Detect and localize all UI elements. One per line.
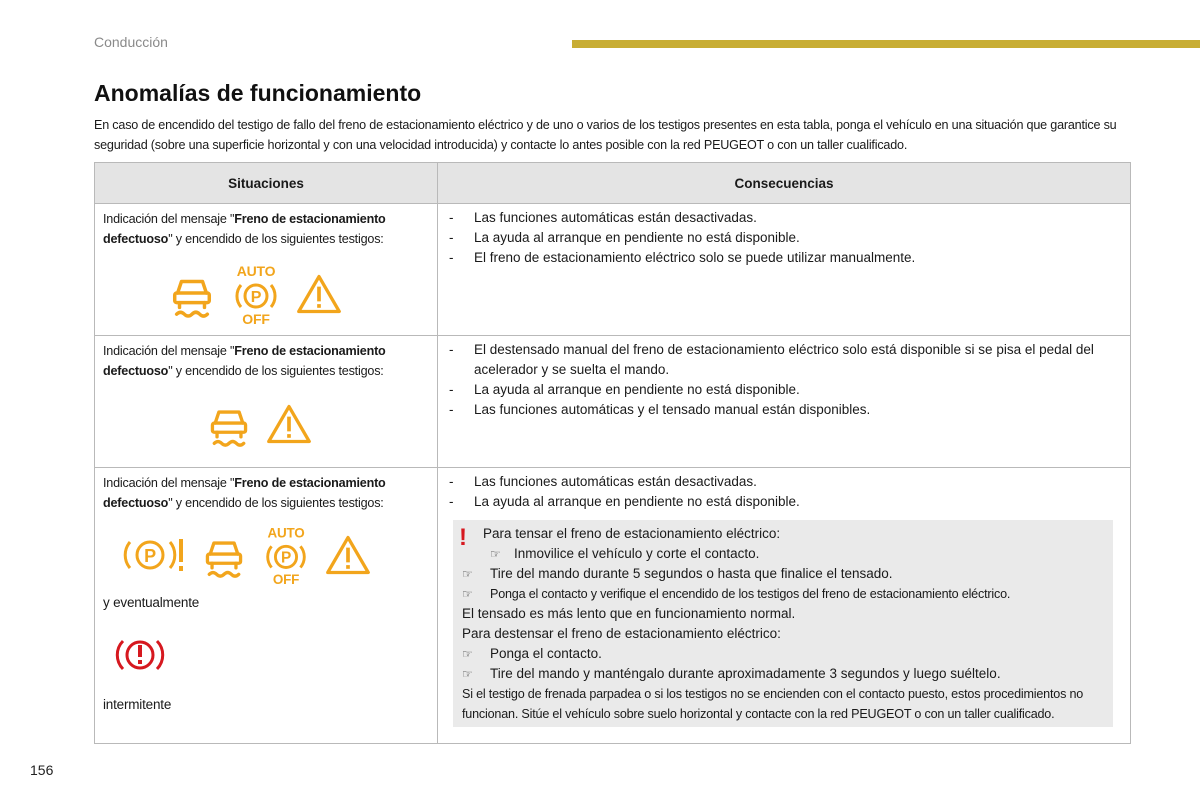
header-consecuencias: Consecuencias (438, 163, 1131, 204)
consequence-cell (438, 204, 1131, 336)
list-item: - Las funciones automáticas están desactivadas. (446, 472, 1124, 492)
table-row (95, 468, 1131, 744)
pointing-hand-icon: ☞ (462, 567, 473, 581)
skid-warning-icon (206, 401, 252, 447)
situation-text: Indicación del mensaje "Freno de estacionamiento defectuoso" y encendido de los siguientes testigos: (103, 476, 386, 510)
consequence-cell (438, 336, 1131, 468)
skid-warning-icon (201, 532, 247, 578)
situation-cell (95, 204, 438, 336)
off-label: OFF (272, 571, 300, 585)
p-label: P (280, 549, 292, 567)
anomalies-table (94, 162, 1131, 744)
consequence-cell (438, 468, 1131, 744)
brake-warning-icon (115, 635, 165, 675)
pointing-hand-icon: ☞ (462, 667, 473, 681)
pointing-hand-icon: ☞ (490, 547, 501, 561)
list-item: - La ayuda al arranque en pendiente no está disponible. (446, 492, 1124, 512)
p-label: P (250, 289, 262, 306)
intro-paragraph: En caso de encendido del testigo de fallo del freno de estacionamiento eléctrico y de uno o varios de los testigos presentes en esta tabla, ponga el vehículo en una situación que garantice su seguridad (sobre una superficie horizontal y con una velocidad introducida) y contacte lo antes posible con la red PEUGEOT o con un taller cualificado. (94, 118, 1117, 152)
situation-cell (95, 336, 438, 468)
list-item: - La ayuda al arranque en pendiente no está disponible. (446, 380, 1124, 400)
off-label: OFF (242, 311, 270, 325)
situation-text: Indicación del mensaje "Freno de estacionamiento defectuoso" y encendido de los siguientes testigos: (103, 212, 386, 246)
list-item: ☞ Ponga el contacto. (462, 644, 1107, 664)
eventually-label: y eventualmente (103, 595, 200, 610)
page-title: Anomalías de funcionamiento (94, 80, 422, 106)
list-item: - Las funciones automáticas y el tensado manual están disponibles. (446, 400, 1124, 420)
procedure-note-box (453, 520, 1113, 727)
pointing-hand-icon: ☞ (462, 587, 473, 601)
warning-triangle-icon (296, 273, 342, 315)
parking-brake-fault-icon (121, 534, 187, 576)
auto-off-parking-icon (230, 263, 282, 325)
release-title: Para destensar el freno de estacionamiento eléctrico: (462, 626, 781, 641)
list-item: ☞ Ponga el contacto y verifique el encendido de los testigos del freno de estacionamiento eléctrico. (462, 584, 1107, 604)
exclamation-icon: ! (459, 524, 467, 551)
table-row (95, 336, 1131, 468)
list-item: - El destensado manual del freno de estacionamiento eléctrico solo está disponible si se pisa el pedal del acelerador y se suelta el mando. (446, 340, 1124, 380)
warning-triangle-icon (266, 403, 312, 445)
list-item: - La ayuda al arranque en pendiente no está disponible. (446, 228, 1124, 248)
list-item: ☞ Tire del mando durante 5 segundos o hasta que finalice el tensado. (462, 564, 1107, 584)
pointing-hand-icon: ☞ (462, 647, 473, 661)
tension-title: Para tensar el freno de estacionamiento eléctrico: (483, 526, 781, 541)
auto-label: AUTO (236, 263, 276, 279)
p-label: P (144, 546, 156, 566)
page-number: 156 (30, 762, 54, 778)
table-row (95, 204, 1131, 336)
list-item: - Las funciones automáticas están desactivadas. (446, 208, 1124, 228)
auto-label: AUTO (267, 525, 305, 541)
list-item: ☞ Inmovilice el vehículo y corte el contacto. (462, 544, 1107, 564)
list-item: ☞ Tire del mando y manténgalo durante aproximadamente 3 segundos y luego suéltelo. (462, 664, 1107, 684)
list-item: - El freno de estacionamiento eléctrico solo se puede utilizar manualmente. (446, 248, 1124, 268)
skid-warning-icon (168, 270, 216, 318)
warning-triangle-icon (325, 534, 371, 576)
final-note: Si el testigo de frenada parpadea o si los testigos no se encienden con el contacto puesto, estos procedimientos no funcionan. Sitúe el vehículo sobre suelo horizontal y contacte con la red PEUGEOT o con un taller cualificado. (462, 687, 1084, 721)
situation-cell (95, 468, 438, 744)
header-situaciones: Situaciones (95, 163, 438, 204)
blinking-label: intermitente (103, 697, 172, 712)
tension-note: El tensado es más lento que en funcionamiento normal. (462, 606, 796, 621)
header-accent-bar (572, 40, 1200, 48)
auto-off-parking-icon (261, 525, 311, 585)
situation-text: Indicación del mensaje "Freno de estacionamiento defectuoso" y encendido de los siguientes testigos: (103, 344, 386, 378)
section-label: Conducción (94, 34, 168, 50)
